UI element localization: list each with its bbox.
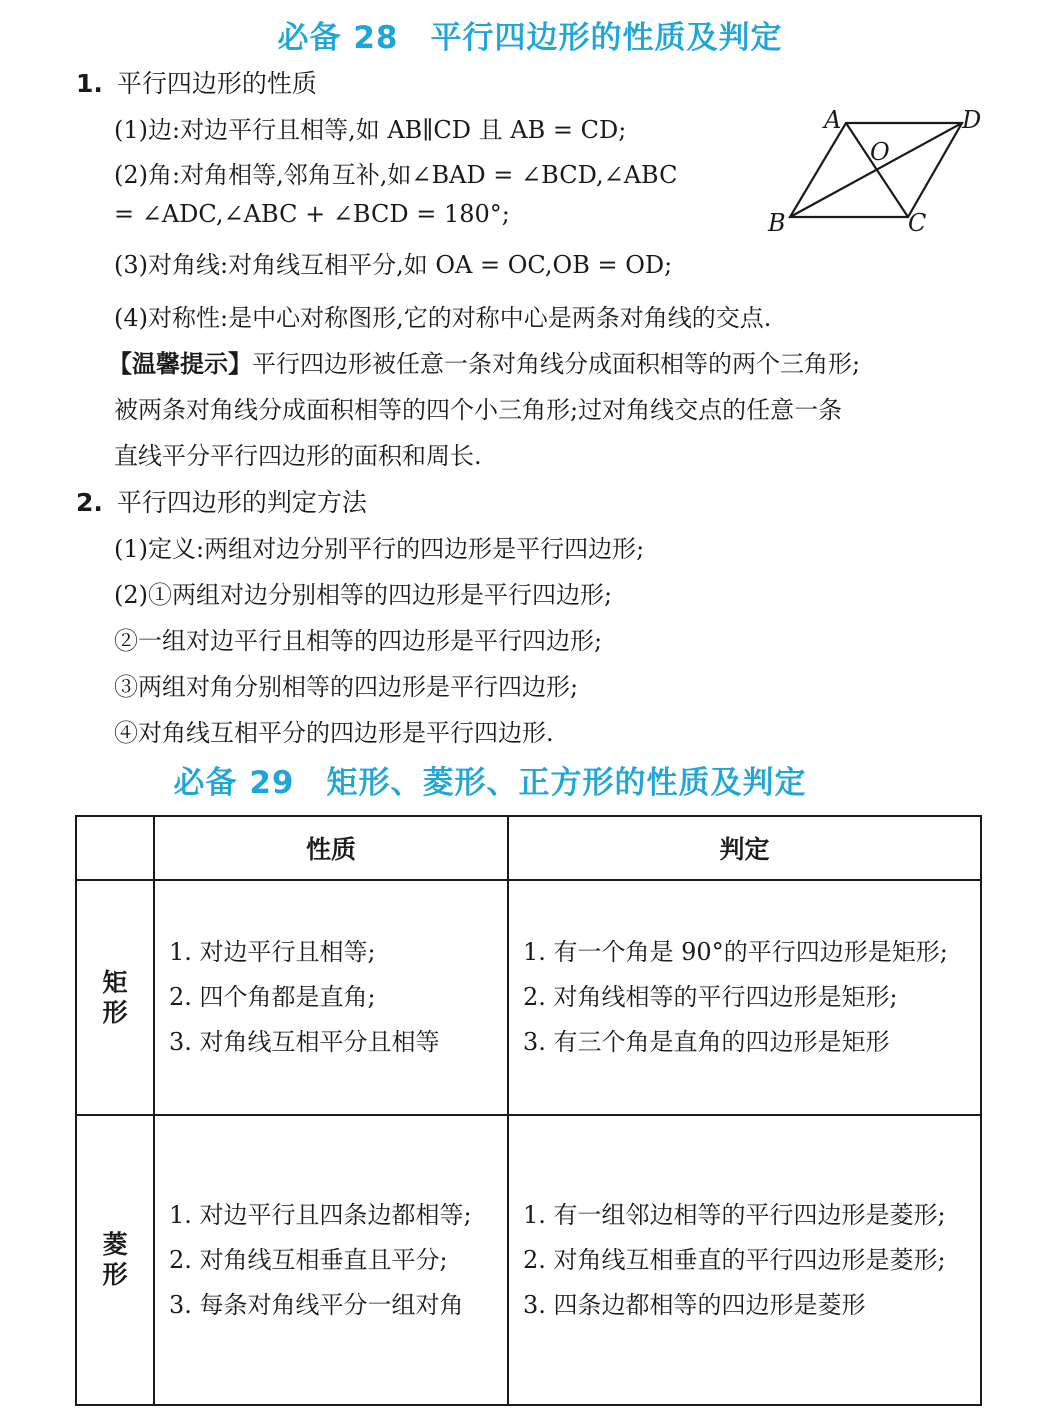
row-label-rhombus: [76, 1115, 154, 1405]
row-label-char: 矩: [102, 967, 128, 997]
property-item: 3. 每条对角线平分一组对角: [169, 1290, 464, 1319]
heading-number: 2.: [76, 488, 103, 517]
properties-cell: [154, 1115, 508, 1405]
criteria-cell: [508, 880, 981, 1115]
criteria-line: (1)定义:两组对边分别平行的四边形是平行四边形;: [114, 535, 645, 563]
property-item: 1. 对边平行且四条边都相等;: [169, 1200, 472, 1229]
parallelogram-figure: [760, 100, 1000, 240]
property-item: 3. 对角线互相平分且相等: [169, 1028, 440, 1056]
row-label-char: 形: [102, 1260, 128, 1289]
heading-properties: [76, 64, 317, 100]
tip-line: [108, 344, 860, 379]
table-header-row: [76, 816, 981, 880]
tip-text: 平行四边形被任意一条对角线分成面积相等的两个三角形;: [252, 350, 861, 378]
table-row: [76, 880, 981, 1115]
heading-criteria: [76, 483, 367, 519]
comparison-table: [75, 815, 982, 1406]
tip-line: 直线平分平行四边形的面积和周长.: [114, 442, 482, 470]
header-criteria: 判定: [508, 816, 981, 880]
criteria-line: ④对角线互相平分的四边形是平行四边形.: [114, 719, 554, 747]
property-item: 1. 对边平行且相等;: [169, 938, 376, 966]
row-label-char: 形: [102, 997, 128, 1027]
row-label-rectangle: [76, 880, 154, 1115]
criteria-item: 2. 对角线互相垂直的平行四边形是菱形;: [523, 1245, 946, 1274]
criteria-item: 1. 有一个角是 90°的平行四边形是矩形;: [523, 938, 948, 966]
criteria-item: 3. 有三个角是直角的四边形是矩形: [523, 1028, 890, 1056]
criteria-item: 3. 四条边都相等的四边形是菱形: [523, 1290, 866, 1319]
criteria-item: 1. 有一组邻边相等的平行四边形是菱形;: [523, 1200, 946, 1229]
property-item: 2. 四个角都是直角;: [169, 983, 376, 1011]
center-label-o: O: [870, 138, 890, 166]
header-empty: [76, 816, 154, 880]
property-line: = ∠ADC,∠ABC + ∠BCD = 180°;: [114, 200, 510, 228]
vertex-label-b: B: [768, 209, 786, 237]
property-line: (3)对角线:对角线互相平分,如 OA = OC,OB = OD;: [114, 251, 673, 279]
criteria-line: ②一组对边平行且相等的四边形是平行四边形;: [114, 627, 603, 655]
header-properties: 性质: [154, 816, 508, 880]
tip-label: 【温馨提示】: [108, 350, 252, 378]
criteria-line: (2)①两组对边分别相等的四边形是平行四边形;: [114, 581, 613, 609]
heading-label: 平行四边形的判定方法: [116, 488, 367, 517]
section-title-28: 必备 28 平行四边形的性质及判定: [277, 20, 783, 56]
vertex-label-a: A: [824, 106, 842, 134]
tip-line: 被两条对角线分成面积相等的四个小三角形;过对角线交点的任意一条: [114, 396, 843, 424]
criteria-line: ③两组对角分别相等的四边形是平行四边形;: [114, 673, 579, 701]
property-line: (1)边:对边平行且相等,如 AB∥CD 且 AB = CD;: [114, 116, 627, 144]
row-label-char: 菱: [102, 1230, 128, 1259]
vertex-label-c: C: [908, 209, 927, 237]
property-line: (4)对称性:是中心对称图形,它的对称中心是两条对角线的交点.: [114, 304, 772, 332]
property-line: (2)角:对角相等,邻角互补,如∠BAD = ∠BCD,∠ABC: [114, 161, 678, 189]
vertex-label-d: D: [962, 106, 982, 134]
table-row: [76, 1115, 981, 1405]
heading-label: 平行四边形的性质: [116, 69, 317, 98]
criteria-item: 2. 对角线相等的平行四边形是矩形;: [523, 983, 898, 1011]
criteria-cell: [508, 1115, 981, 1405]
property-item: 2. 对角线互相垂直且平分;: [169, 1245, 448, 1274]
section-title-29: 必备 29 矩形、菱形、正方形的性质及判定: [173, 765, 807, 801]
properties-cell: [154, 880, 508, 1115]
heading-number: 1.: [76, 69, 103, 98]
